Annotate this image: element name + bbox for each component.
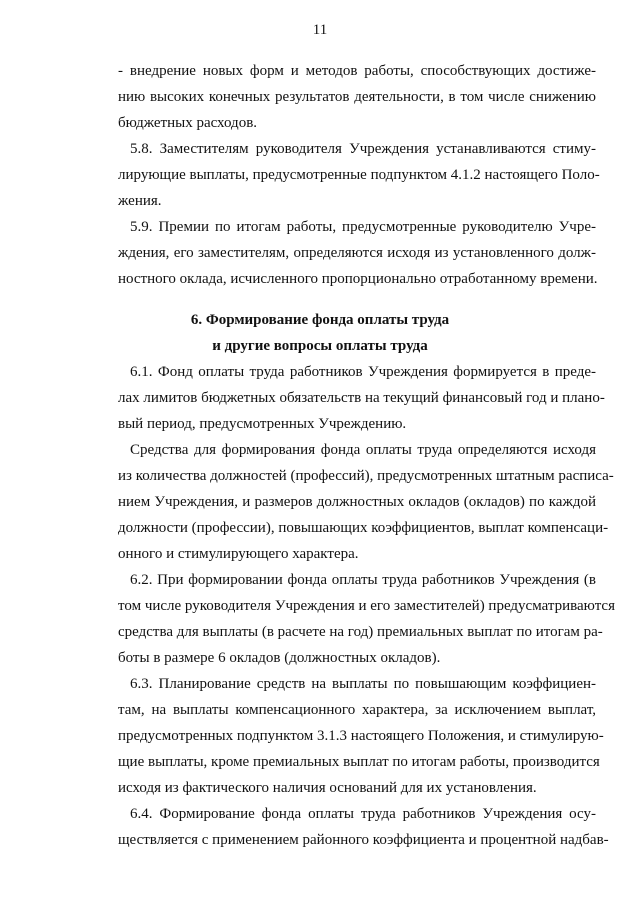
text-line: 5.8. Заместителям руководителя Учреждения устанавливаются стиму- [130,141,596,157]
text-line: боты в размере 6 окладов (должностных окладов). [118,650,441,666]
text-line: ностного оклада, исчисленного пропорционально отработанному времени. [118,271,598,287]
text-line: 6.1. Фонд оплаты труда работников Учреждения формируется в преде- [130,364,596,380]
text-line: там, на выплаты компенсационного характера, за исключением выплат, [118,702,596,718]
text-line: 5.9. Премии по итогам работы, предусмотренные руководителю Учре- [130,219,596,235]
text-line: ществляется с применением районного коэффициента и процентной надбав- [118,832,609,848]
text-line: из количества должностей (профессий), предусмотренных штатным расписа- [118,468,614,484]
text-line: лирующие выплаты, предусмотренные подпунктом 4.1.2 настоящего Поло- [118,167,600,183]
text-line: ждения, его заместителям, определяются исходя из установленного долж- [118,245,596,261]
text-line: бюджетных расходов. [118,115,258,131]
text-line: онного и стимулирующего характера. [118,546,359,562]
text-line: Средства для формирования фонда оплаты труда определяются исходя [130,442,596,458]
text-line: 6.2. При формировании фонда оплаты труда работников Учреждения (в [130,572,596,588]
text-line: исходя из фактического наличия оснований для их установления. [118,780,537,796]
text-line: должности (профессии), повышающих коэффициентов, выплат компенсаци- [118,520,609,536]
text-line: - внедрение новых форм и методов работы, способствующих достиже- [118,63,596,79]
text-line: нию высоких конечных результатов деятельности, в том числе снижению [118,89,596,105]
text-line: лах лимитов бюджетных обязательств на текущий финансовый год и плано- [118,390,605,406]
text-line: вый период, предусмотренных Учреждению. [118,416,407,432]
section-heading: 6. Формирование фонда оплаты труда [190,312,450,328]
text-line: средства для выплаты (в расчете на год) премиальных выплат по итогам ра- [118,624,603,640]
page-number: 11 [312,22,328,38]
text-line: предусмотренных подпунктом 3.1.3 настоящего Положения, и стимулирую- [118,728,604,744]
text-line: 6.4. Формирование фонда оплаты труда работников Учреждения осу- [130,806,596,822]
text-line: нием Учреждения, и размеров должностных окладов (окладов) по каждой [118,494,596,510]
text-line: щие выплаты, кроме премиальных выплат по итогам работы, производится [118,754,600,770]
text-line: 6.3. Планирование средств на выплаты по повышающим коэффициен- [130,676,596,692]
text-line: жения. [118,193,162,209]
text-line: том числе руководителя Учреждения и его заместителей) предусматриваются [118,598,615,614]
section-heading: и другие вопросы оплаты труда [212,338,428,354]
